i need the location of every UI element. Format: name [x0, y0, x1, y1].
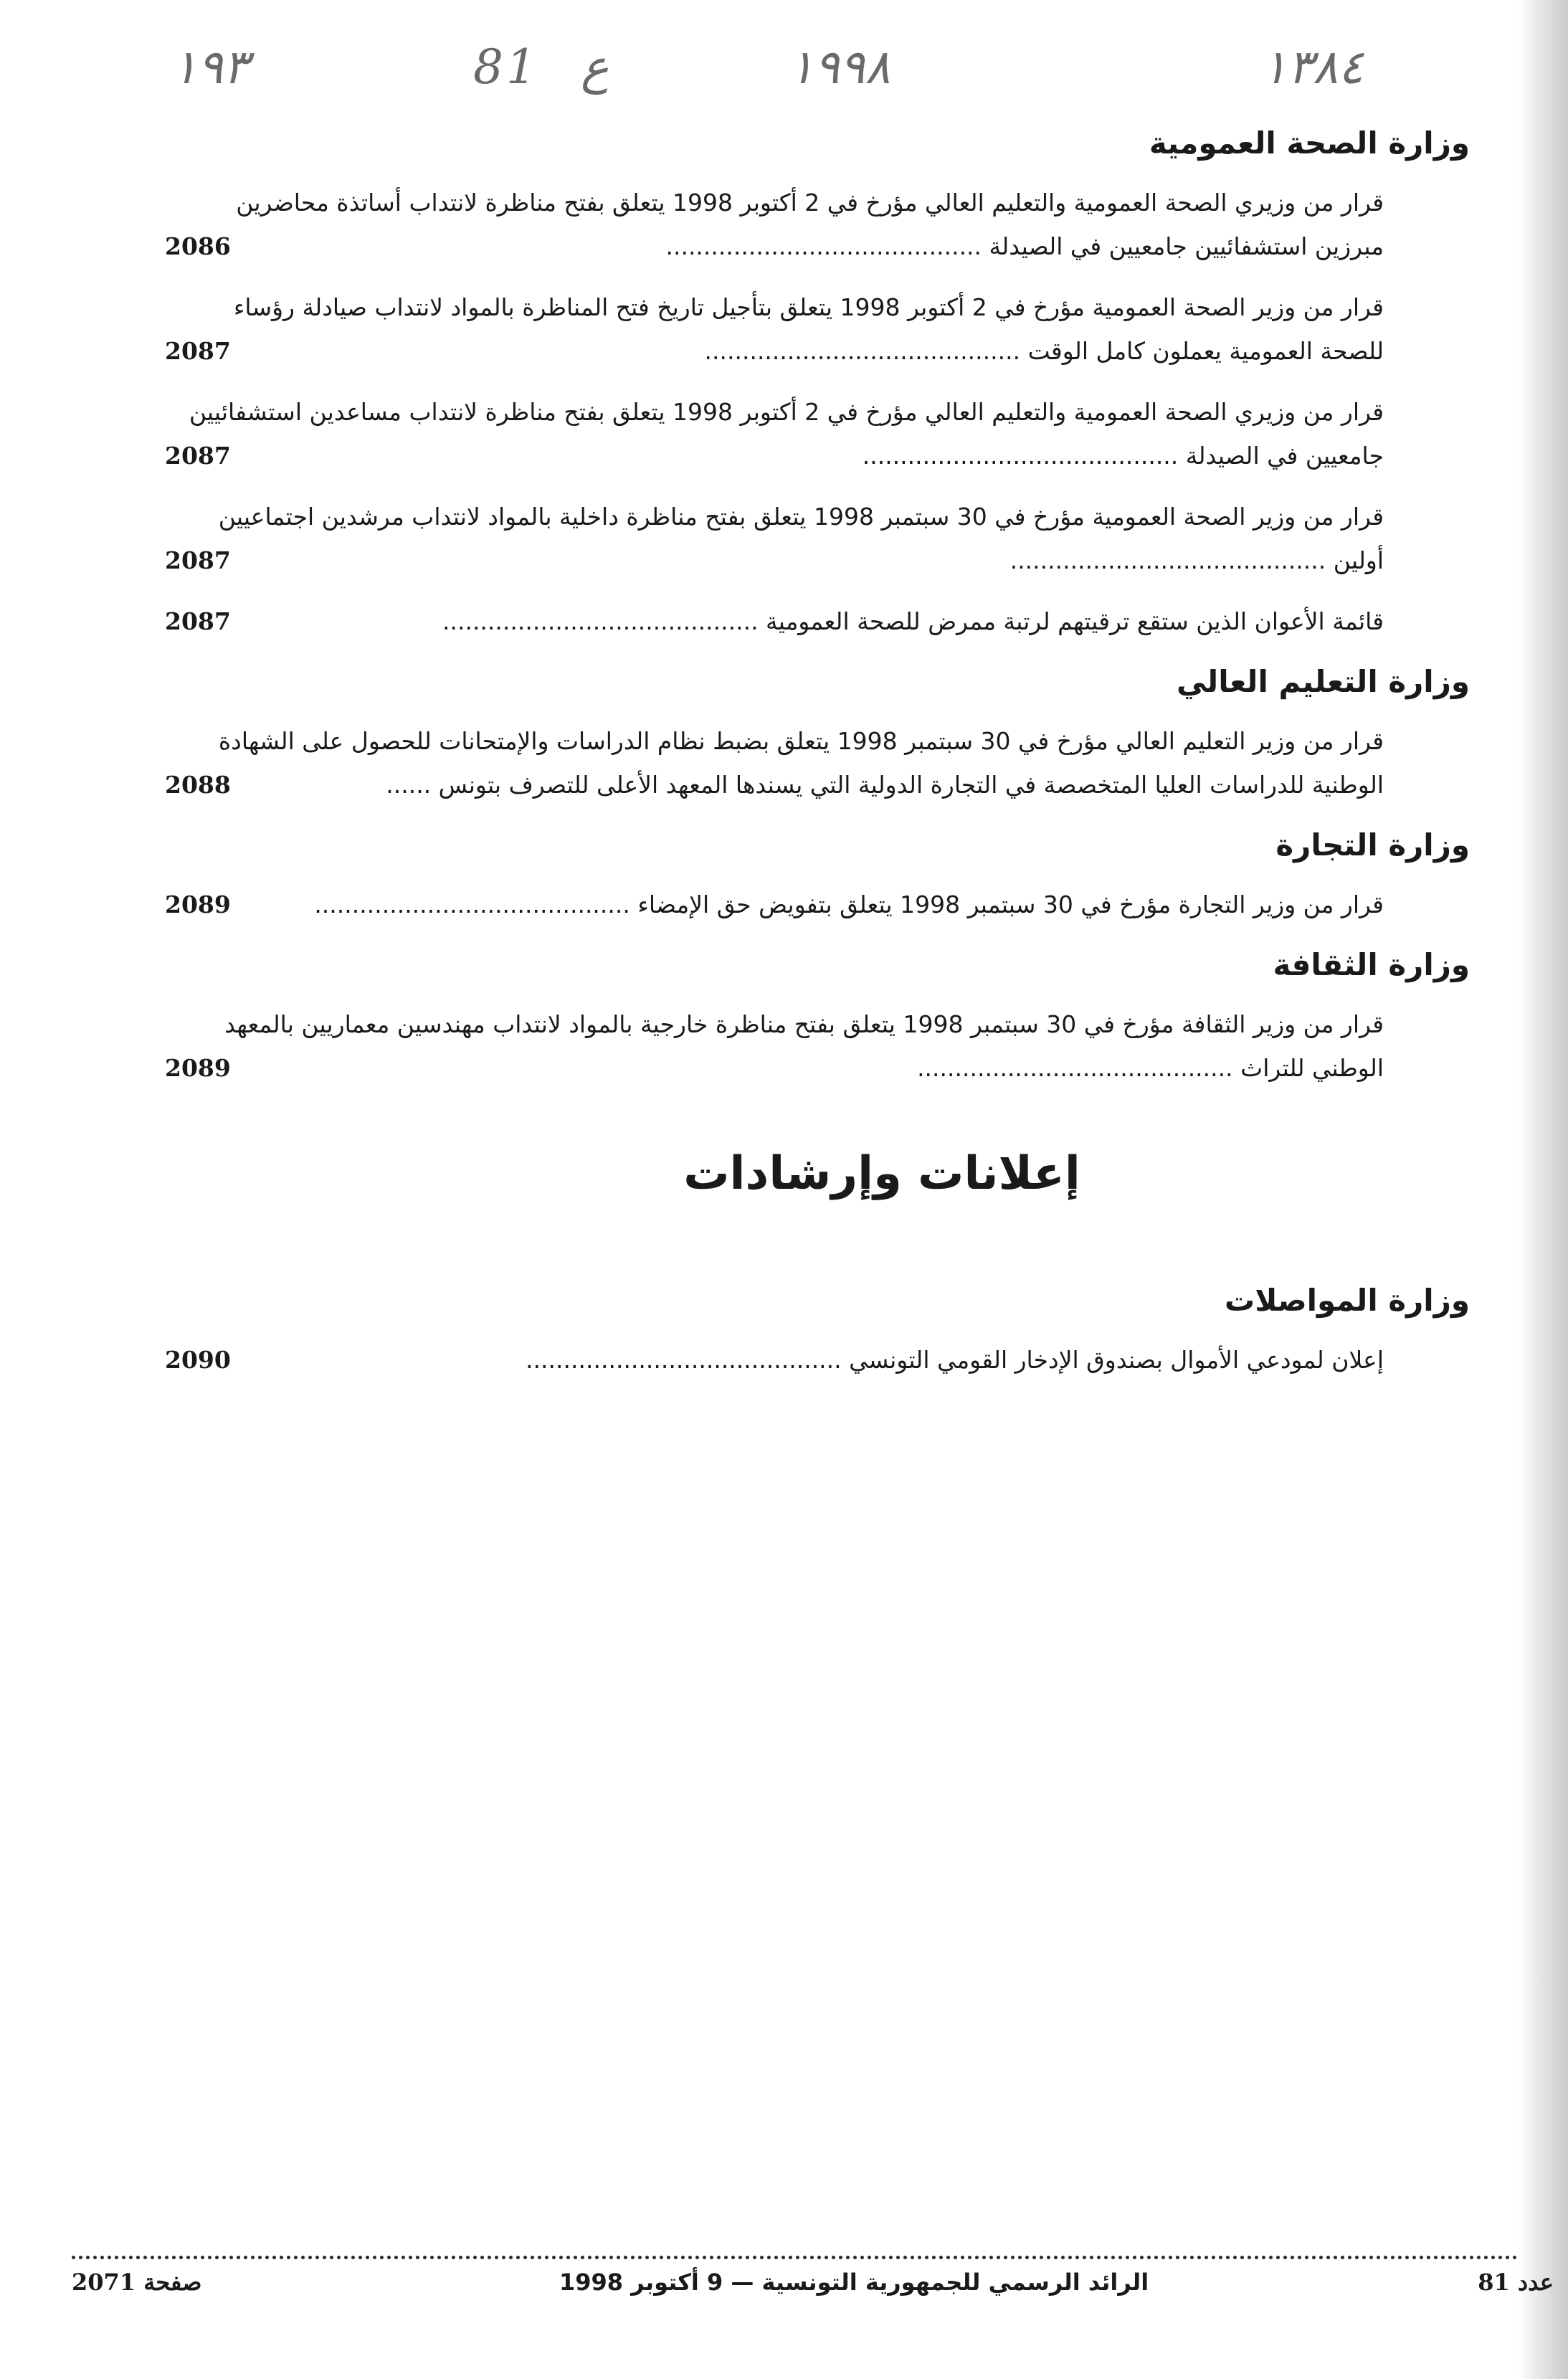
- toc-entry[interactable]: [165, 495, 1470, 582]
- handwritten-note: ١٩٩٨: [789, 39, 890, 95]
- section-title: وزارة الثقافة: [1273, 947, 1470, 982]
- section-transport: [165, 1279, 1470, 1382]
- entry-page-number: 2087: [165, 546, 231, 574]
- entry-page-number: 2089: [165, 1054, 231, 1082]
- toc-entry[interactable]: [165, 883, 1470, 926]
- announcements-heading: إعلانات وإرشادات: [683, 1147, 1080, 1200]
- entry-text: قرار من وزير الصحة العمومية مؤرخ في 30 سبتمبر 1998 يتعلق بفتح مناظرة داخلية بالمواد لانتداب مرشدين اجتماعيين أولين ..........................................: [218, 503, 1384, 574]
- entry-text: قرار من وزيري الصحة العمومية والتعليم العالي مؤرخ في 2 أكتوبر 1998 يتعلق بفتح مناظرة لانتداب مساعدين استشفائيين جامعيين في الصيدلة ..........................................: [189, 398, 1384, 470]
- entry-page-number: 2089: [165, 891, 231, 918]
- handwritten-note: ١٣٨٤: [1262, 39, 1364, 95]
- entry-text: قرار من وزير التجارة مؤرخ في 30 سبتمبر 1998 يتعلق بتفويض حق الإمضاء ..........................................: [314, 891, 1384, 918]
- section-commerce: [165, 824, 1470, 926]
- table-of-contents: [165, 122, 1470, 1399]
- entry-text: قرار من وزير الثقافة مؤرخ في 30 سبتمبر 1998 يتعلق بفتح مناظرة خارجية بالمواد لانتداب مهندسين معماريين بالمعهد الوطني للتراث ..........................................: [224, 1010, 1384, 1082]
- section-title: وزارة التجارة: [1275, 827, 1470, 863]
- section-title: وزارة الصحة العمومية: [1149, 125, 1470, 161]
- footer-publication-title: الرائد الرسمي للجمهورية التونسية — 9 أكتوبر 1998: [559, 2269, 1149, 2296]
- entry-text: قرار من وزيري الصحة العمومية والتعليم العالي مؤرخ في 2 أكتوبر 1998 يتعلق بفتح مناظرة لانتداب أساتذة محاضرين مبرزين استشفائيين جامعيين في الصيدلة ..........................................: [236, 189, 1384, 260]
- entry-text: قائمة الأعوان الذين ستقع ترقيتهم لرتبة ممرض للصحة العمومية ..........................................: [442, 607, 1384, 635]
- footer-divider: [72, 2256, 1518, 2259]
- section-title: وزارة التعليم العالي: [1176, 664, 1470, 699]
- handwritten-note: 81: [473, 39, 539, 95]
- entry-text: إعلان لمودعي الأموال بصندوق الإدخار القومي التونسي ..........................................: [526, 1346, 1384, 1374]
- entry-page-number: 2088: [165, 771, 231, 799]
- section-title: وزارة المواصلات: [1224, 1283, 1470, 1318]
- entry-text: قرار من وزير الصحة العمومية مؤرخ في 2 أكتوبر 1998 يتعلق بتأجيل تاريخ فتح المناظرة بالمواد لانتداب صيادلة رؤساء للصحة العمومية يعملون كامل الوقت ..........................................: [233, 293, 1384, 365]
- section-health: [165, 122, 1470, 643]
- toc-entry[interactable]: [165, 181, 1470, 268]
- toc-entry[interactable]: [165, 719, 1470, 807]
- entry-text: قرار من وزير التعليم العالي مؤرخ في 30 سبتمبر 1998 يتعلق بضبط نظام الدراسات والإمتحانات للحصول على الشهادة الوطنية للدراسات العليا المتخصصة في التجارة الدولية التي يسندها المعهد الأعلى للتصرف بتونس ......: [218, 727, 1384, 799]
- entry-page-number: 2087: [165, 607, 231, 635]
- handwritten-note: ١٩٣: [172, 39, 249, 95]
- toc-entry[interactable]: [165, 1002, 1470, 1090]
- entry-page-number: 2087: [165, 337, 231, 365]
- toc-entry[interactable]: [165, 285, 1470, 373]
- toc-entry[interactable]: [165, 1338, 1470, 1382]
- entry-page-number: 2087: [165, 442, 231, 470]
- section-culture: [165, 944, 1470, 1090]
- handwritten-note: ع: [581, 39, 609, 95]
- entry-page-number: 2086: [165, 232, 231, 260]
- footer-issue-number: عدد 81: [1478, 2269, 1554, 2296]
- section-higher-education: [165, 660, 1470, 807]
- page-edge-shadow: [1518, 0, 1568, 2379]
- toc-entry[interactable]: [165, 390, 1470, 478]
- entry-page-number: 2090: [165, 1346, 231, 1374]
- footer-page-number: صفحة 2071: [72, 2269, 202, 2296]
- toc-entry[interactable]: [165, 599, 1470, 643]
